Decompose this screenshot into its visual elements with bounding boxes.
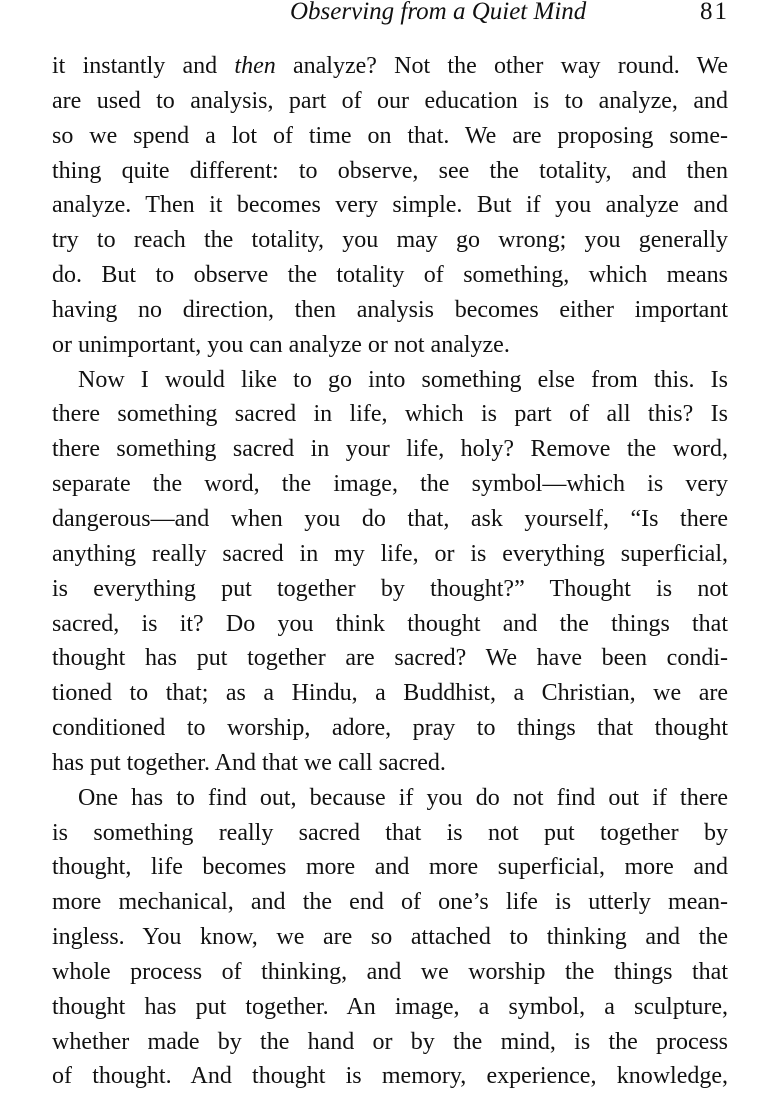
text-line: thing quite different: to observe, see the totality, and then	[52, 157, 728, 184]
text-line: One has to find out, because if you do not find out if there	[78, 784, 728, 811]
text-line: of thought. And thought is memory, experience, knowledge,	[52, 1063, 728, 1090]
text-line: whole process of thinking, and we worship the things that	[52, 958, 728, 985]
body-text	[52, 49, 728, 1094]
running-title: Observing from a Quiet Mind	[290, 0, 587, 25]
text-line: or unimportant, you can analyze or not analyze.	[52, 331, 510, 358]
text-line: are used to analysis, part of our education is to analyze, and	[52, 87, 728, 114]
text-line: is something really sacred that is not put together by	[52, 819, 728, 846]
text-line: thought, life becomes more and more superficial, more and	[52, 854, 728, 881]
page-number: 81	[700, 0, 729, 25]
text-line: ingless. You know, we are so attached to thinking and the	[52, 924, 728, 951]
text-line	[52, 49, 728, 84]
text-line: sacred, is it? Do you think thought and the things that	[52, 610, 728, 637]
text-line: Now I would like to go into something else from this. Is	[78, 366, 728, 393]
text-line: do. But to observe the totality of something, which means	[52, 262, 728, 289]
text-line: having no direction, then analysis becomes either important	[52, 296, 728, 323]
text-line: separate the word, the image, the symbol—which is very	[52, 471, 728, 498]
text-segment: analyze? Not the other way round. We	[275, 53, 728, 79]
text-line: there something sacred in life, which is part of all this? Is	[52, 401, 728, 428]
text-line: more mechanical, and the end of one’s life is utterly mean-	[52, 889, 728, 916]
text-line: dangerous—and when you do that, ask yourself, “Is there	[52, 505, 728, 532]
text-line: conditioned to worship, adore, pray to things that thought	[52, 715, 728, 742]
text-line: so we spend a lot of time on that. We are proposing some-	[52, 122, 728, 149]
running-header	[0, 0, 780, 34]
text-line: has put together. And that we call sacred.	[52, 749, 446, 776]
text-segment: it instantly and	[52, 53, 235, 79]
emphasized-word: then	[234, 53, 276, 79]
text-line: is everything put together by thought?” Thought is not	[52, 575, 728, 602]
text-line: thought has put together. An image, a symbol, a sculpture,	[52, 993, 728, 1020]
text-line: there something sacred in your life, holy? Remove the word,	[52, 436, 728, 463]
text-line: thought has put together are sacred? We have been condi-	[52, 645, 728, 672]
text-line: anything really sacred in my life, or is everything superficial,	[52, 540, 728, 567]
text-line: analyze. Then it becomes very simple. But if you analyze and	[52, 192, 728, 219]
text-line: tioned to that; as a Hindu, a Buddhist, a Christian, we are	[52, 680, 728, 707]
text-line: try to reach the totality, you may go wrong; you generally	[52, 227, 728, 254]
text-line: whether made by the hand or by the mind, is the process	[52, 1028, 728, 1055]
